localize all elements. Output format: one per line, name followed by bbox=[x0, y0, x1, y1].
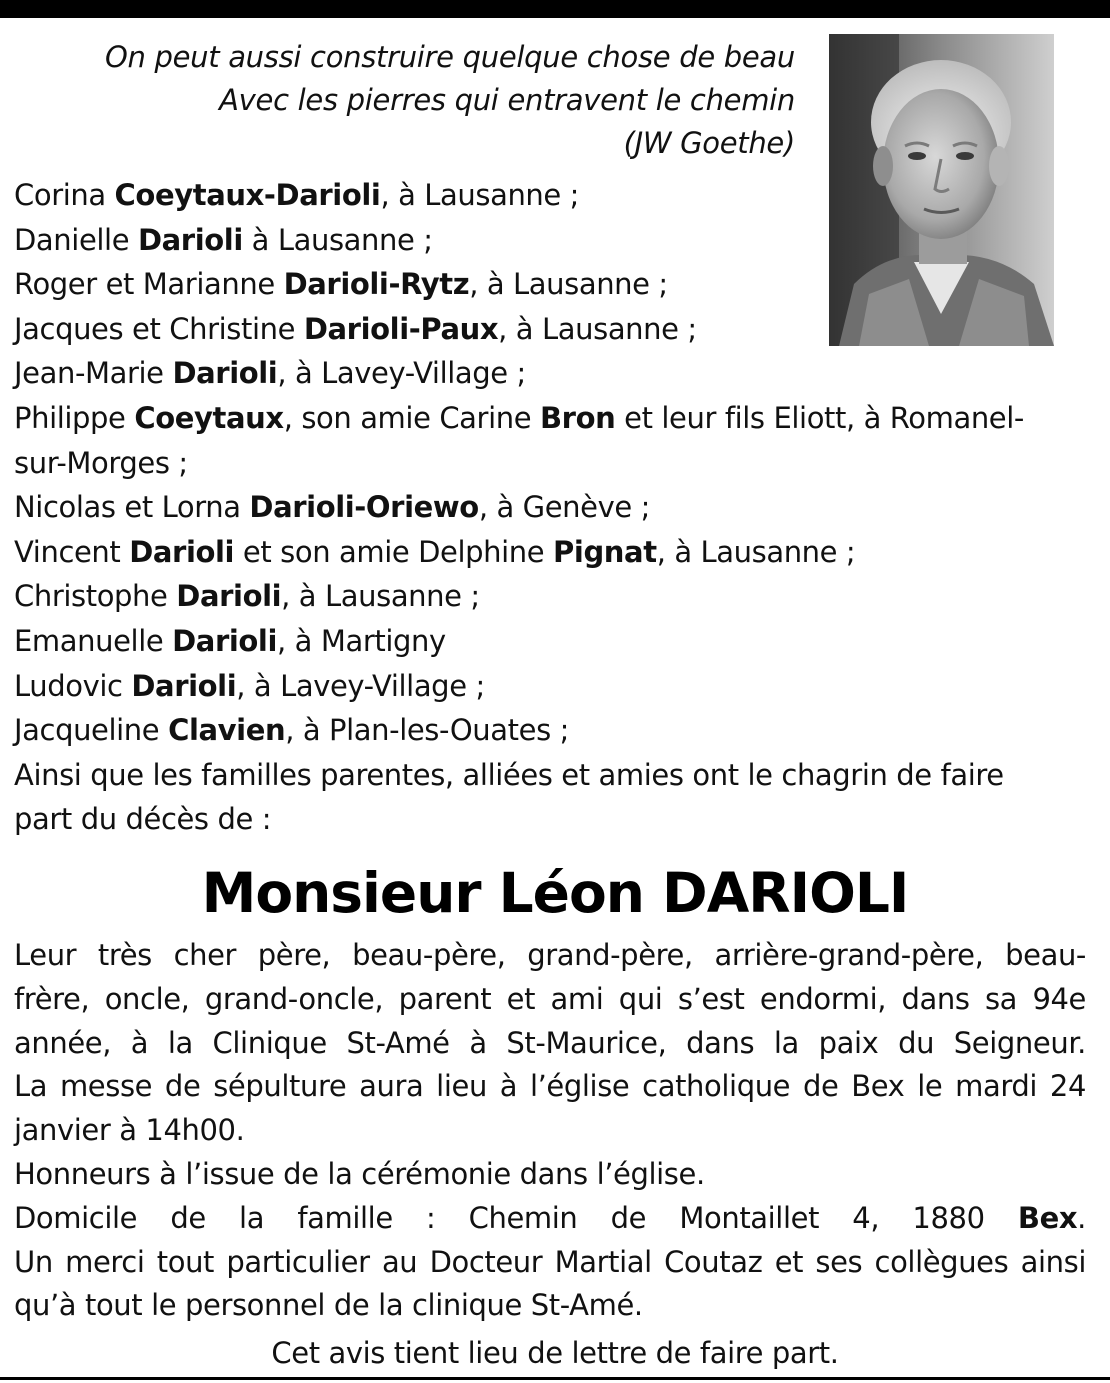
family-line bbox=[14, 218, 1094, 263]
deceased-name: Monsieur Léon DARIOLI bbox=[201, 861, 909, 925]
family-text: , à Plan-les-Ouates ; bbox=[285, 713, 569, 748]
family-text: , à Genève ; bbox=[478, 490, 650, 525]
family-line bbox=[14, 708, 1094, 753]
domicile-line bbox=[14, 1197, 1086, 1241]
bottom-rule bbox=[0, 1377, 1110, 1380]
family-text: Christophe bbox=[14, 579, 177, 614]
body-line: Un merci tout particulier au Docteur Martial Coutaz et ses collègues ainsi bbox=[14, 1244, 1086, 1279]
family-surname: Darioli bbox=[137, 222, 243, 257]
family-text: Ainsi que les familles parentes, alliées et amies ont le chagrin de faire bbox=[14, 757, 1004, 792]
family-list bbox=[14, 173, 1094, 842]
family-line bbox=[14, 173, 1094, 218]
family-surname: Darioli-Rytz bbox=[283, 267, 470, 302]
family-surname: Clavien bbox=[168, 713, 286, 748]
family-line bbox=[14, 574, 1094, 619]
closing-note: Cet avis tient lieu de lettre de faire part. bbox=[271, 1336, 839, 1370]
family-line bbox=[14, 351, 1094, 396]
quote-line: Avec les pierres qui entravent le chemin bbox=[219, 83, 795, 117]
family-surname: Darioli bbox=[129, 534, 235, 569]
family-text: Jacques et Christine bbox=[14, 311, 304, 346]
family-text: Corina bbox=[14, 178, 115, 212]
family-line bbox=[14, 797, 1094, 842]
family-text: Emanuelle bbox=[14, 623, 173, 658]
domicile-town: Bex bbox=[1017, 1200, 1078, 1235]
family-line bbox=[14, 530, 1094, 575]
family-text: , à Lavey-Village ; bbox=[277, 356, 526, 391]
family-text: , à Lausanne ; bbox=[380, 178, 580, 212]
family-text: , à Lausanne ; bbox=[469, 267, 668, 302]
body-line: La messe de sépulture aura lieu à l’église catholique de Bex le mardi 24 bbox=[14, 1069, 1086, 1104]
family-surname: Darioli bbox=[131, 668, 237, 703]
family-text: Nicolas et Lorna bbox=[14, 490, 250, 525]
family-text: Roger et Marianne bbox=[14, 267, 284, 302]
family-text: , à Lausanne ; bbox=[498, 311, 697, 346]
epigraph-quote bbox=[20, 36, 795, 165]
family-line bbox=[14, 307, 1094, 352]
family-text: Vincent bbox=[14, 534, 130, 569]
family-surname: Pignat bbox=[553, 534, 657, 569]
family-line bbox=[14, 485, 1094, 530]
family-text: Danielle bbox=[14, 222, 138, 257]
obituary-body bbox=[14, 934, 1086, 1328]
family-surname: Darioli bbox=[172, 623, 278, 658]
family-text: sur-Morges ; bbox=[14, 445, 188, 480]
domicile-end: . bbox=[1077, 1200, 1086, 1235]
family-text: à Lausanne ; bbox=[242, 222, 433, 257]
family-text: , son amie Carine bbox=[283, 400, 540, 435]
quote-line: On peut aussi construire quelque chose de beau bbox=[104, 40, 795, 74]
family-line bbox=[14, 396, 1094, 441]
family-text: , à Lausanne ; bbox=[656, 534, 856, 569]
family-text: , à Lausanne ; bbox=[281, 579, 480, 614]
body-line: janvier à 14h00. bbox=[14, 1113, 245, 1148]
family-surname: Darioli bbox=[176, 579, 282, 614]
family-text: Jean-Marie bbox=[14, 356, 173, 391]
family-text: et leur fils Eliott, à Romanel- bbox=[615, 400, 1024, 435]
family-text: part du décès de : bbox=[14, 802, 272, 837]
domicile-text: Domicile de la famille : Chemin de Montaillet 4, 1880 bbox=[14, 1200, 1018, 1235]
family-surname: Darioli-Oriewo bbox=[249, 490, 479, 525]
family-surname: Coeytaux bbox=[134, 400, 284, 435]
family-line bbox=[14, 753, 1094, 798]
body-line: Leur très cher père, beau-père, grand-père, arrière-grand-père, beau- bbox=[14, 938, 1086, 972]
family-line bbox=[14, 619, 1094, 664]
family-surname: Darioli-Paux bbox=[303, 311, 499, 346]
family-text: , à Lavey-Village ; bbox=[236, 668, 485, 703]
family-text: , à Martigny bbox=[277, 623, 446, 658]
body-line: Honneurs à l’issue de la cérémonie dans l’église. bbox=[14, 1156, 705, 1191]
family-surname: Bron bbox=[539, 400, 616, 435]
family-surname: Coeytaux-Darioli bbox=[114, 178, 381, 212]
family-text: Philippe bbox=[14, 400, 135, 435]
family-line bbox=[14, 664, 1094, 709]
body-line: qu’à tout le personnel de la clinique St-Amé. bbox=[14, 1288, 643, 1323]
family-text: et son amie Delphine bbox=[234, 534, 554, 569]
family-text: Ludovic bbox=[14, 668, 132, 703]
quote-author: (JW Goethe) bbox=[623, 126, 795, 160]
body-line: frère, oncle, grand-oncle, parent et ami qui s’est endormi, dans sa 94e bbox=[14, 981, 1086, 1016]
top-rule bbox=[0, 0, 1110, 18]
family-text: Jacqueline bbox=[14, 713, 169, 748]
family-line bbox=[14, 262, 1094, 307]
family-surname: Darioli bbox=[172, 356, 278, 391]
family-line bbox=[14, 441, 1094, 486]
body-line: année, à la Clinique St-Amé à St-Maurice, dans la paix du Seigneur. bbox=[14, 1025, 1086, 1060]
